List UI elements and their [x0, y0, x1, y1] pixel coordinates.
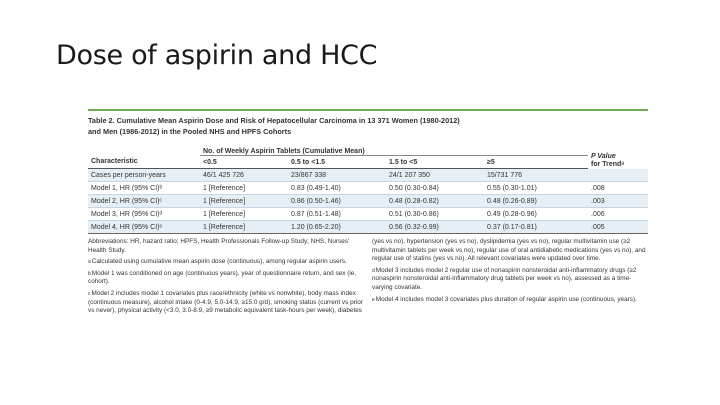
- footnote-mark: d: [372, 267, 375, 274]
- footnote-d: [372, 267, 648, 293]
- cell: 0.49 (0.28-0.96): [484, 208, 588, 221]
- table-caption-line-2: and Men (1986-2012) in the Pooled NHS and HPFS Cohorts: [88, 127, 292, 136]
- cell: 1.20 (0.65-2.20): [288, 221, 386, 234]
- group-header: No. of Weekly Aspirin Tablets (Cumulative Mean): [200, 143, 588, 156]
- footnote-abbreviations: Abbreviations: HR, hazard ratio; HPFS, Health Professionals Follow-up Study; NHS, Nurses' Health Study.: [88, 238, 350, 254]
- cell-characteristic: Model 1, HR (95% CI)ᵇ: [88, 182, 200, 195]
- footnotes: [88, 238, 648, 319]
- table-caption: [88, 111, 648, 143]
- cell: 46/1 425 726: [200, 169, 288, 182]
- footnote-mark: c: [88, 290, 91, 297]
- footnote-b: [88, 270, 364, 287]
- column-header: Characteristic: [88, 156, 200, 169]
- p-value-header-line-2: for Trendᵃ: [591, 160, 624, 168]
- cell-p-value: .005: [588, 221, 648, 234]
- footnote-e: [372, 296, 648, 305]
- table-row: [88, 182, 648, 195]
- cell-characteristic: Model 3, HR (95% CI)ᵈ: [88, 208, 200, 221]
- cell: 23/867 338: [288, 169, 386, 182]
- table-row: [88, 208, 648, 221]
- cell: 15/731 776: [484, 169, 588, 182]
- cell: 0.55 (0.30-1.01): [484, 182, 588, 195]
- footnote-text: Model 1 was conditioned on age (continuous years), year of questionnaire return, and sex (ie, cohort).: [88, 269, 357, 286]
- footnote-mark: b: [88, 270, 91, 277]
- cell: 0.48 (0.26-0.89): [484, 195, 588, 208]
- footnote-text: Calculated using cumulative mean aspirin dose (continuous), among regular aspirin users.: [91, 258, 347, 266]
- cell: 0.48 (0.28-0.82): [386, 195, 484, 208]
- footnote-a: [88, 258, 364, 267]
- slide-title: Dose of aspirin and HCC: [56, 40, 378, 71]
- table-header-row: [88, 156, 648, 169]
- cell: 1 [Reference]: [200, 195, 288, 208]
- cell: 0.86 (0.50-1.46): [288, 195, 386, 208]
- table-row: [88, 221, 648, 234]
- cell: 0.83 (0.49-1.40): [288, 182, 386, 195]
- cell-p-value: [588, 169, 648, 182]
- footnote-text: Model 3 includes model 2 regular use of nonaspirin nonsteroidal anti-inflammatory drugs (≥2 nonaspirin nonsteroidal anti-inflammatory drug tablets per week vs no), assessed as a time-varying covariate.: [372, 266, 637, 291]
- cell-characteristic: Model 2, HR (95% CI)ᶜ: [88, 195, 200, 208]
- table-group-header-row: [88, 143, 648, 156]
- cell: 1 [Reference]: [200, 221, 288, 234]
- footnote-text: Model 4 includes model 3 covariates plus duration of regular aspirin use (continuous, years).: [375, 295, 637, 303]
- footnotes-left-column: [88, 238, 364, 319]
- cell-characteristic: Model 4, HR (95% CI)ᵉ: [88, 221, 200, 234]
- table-row: [88, 195, 648, 208]
- cell: 0.50 (0.30-0.84): [386, 182, 484, 195]
- footnote-c-continued: (yes vs no), hypertension (yes vs no), dyslipidemia (yes vs no), regular multivitamin use (≥2 multivitamin tablets per week vs no), regular use of oral antidiabetic medications (yes vs no), and regular use of statins (yes vs no). All relevant covariates were updated over time.: [372, 238, 646, 263]
- cell: 0.37 (0.17-0.81): [484, 221, 588, 234]
- p-value-header-line-1: P Value: [591, 152, 616, 160]
- column-header: <0.5: [200, 156, 288, 169]
- cell: 1 [Reference]: [200, 182, 288, 195]
- cell: 24/1 207 350: [386, 169, 484, 182]
- cell: 0.51 (0.30-0.86): [386, 208, 484, 221]
- cell-p-value: .003: [588, 195, 648, 208]
- table-caption-line-1: Table 2. Cumulative Mean Aspirin Dose and Risk of Hepatocellular Carcinoma in 13 371 Women (1980-2012): [88, 116, 460, 125]
- footnote-mark: a: [88, 259, 91, 266]
- column-header: 1.5 to <5: [386, 156, 484, 169]
- p-value-header: [588, 143, 648, 169]
- results-table: [88, 143, 648, 234]
- table-figure: [88, 109, 648, 319]
- footnote-text: Model 2 includes model 1 covariates plus race/ethnicity (white vs nonwhite), body mass index (continuous measure), alcohol intake (0-4.9, 5.0-14.9, ≥15.0 g/d), smoking status (current vs prior vs never), physical activity (<3.0, 3.0-8.9, ≥9 metabolic equivalent task-hours per week), diabetes: [88, 289, 363, 315]
- table-row: [88, 169, 648, 182]
- cell-p-value: .006: [588, 208, 648, 221]
- cell: 0.56 (0.32-0.99): [386, 221, 484, 234]
- column-header: ≥5: [484, 156, 588, 169]
- footnote-mark: e: [372, 296, 375, 303]
- footnote-c: [88, 290, 364, 316]
- column-header: 0.5 to <1.5: [288, 156, 386, 169]
- cell: 0.87 (0.51-1.48): [288, 208, 386, 221]
- cell-characteristic: Cases per person-years: [88, 169, 200, 182]
- footnotes-right-column: [372, 238, 648, 319]
- cell: 1 [Reference]: [200, 208, 288, 221]
- cell-p-value: .008: [588, 182, 648, 195]
